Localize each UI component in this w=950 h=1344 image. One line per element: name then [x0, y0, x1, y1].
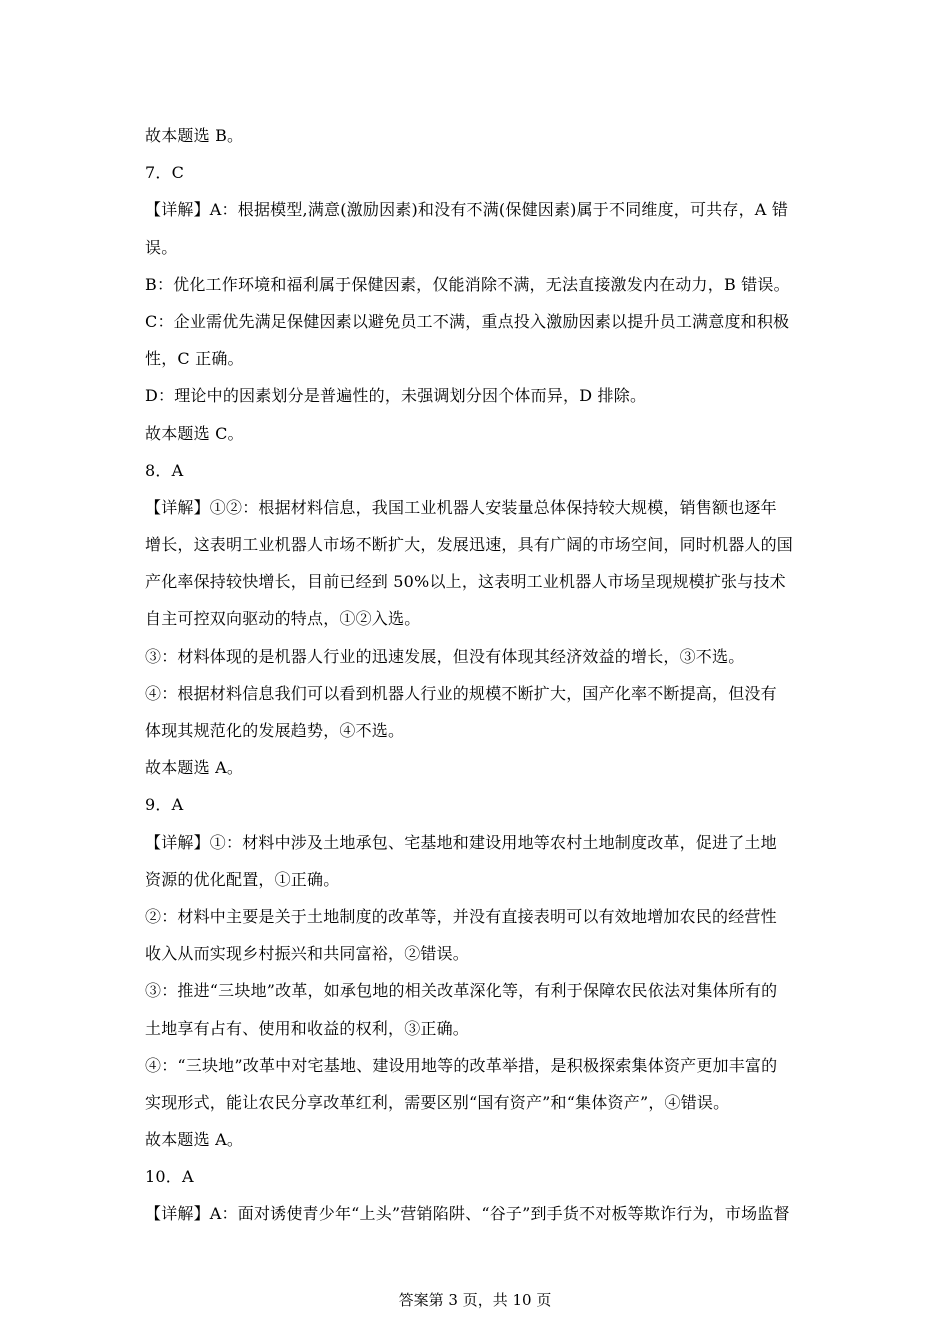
text-line: 产化率保持较快增长，目前已经到 50%以上，这表明工业机器人市场呈现规模扩张与技术	[145, 572, 786, 592]
text-line: 实现形式，能让农民分享改革红利，需要区别“国有资产”和“集体资产”，④错误。	[145, 1092, 730, 1112]
text-line: 误。	[145, 237, 178, 257]
question-number: 7．C	[145, 163, 185, 183]
text-line: 性，C 正确。	[145, 349, 244, 369]
text-line: 增长，这表明工业机器人市场不断扩大，发展迅速，具有广阔的市场空间，同时机器人的国	[145, 535, 794, 555]
text-line: D：理论中的因素划分是普遍性的，未强调划分因个体而异，D 排除。	[145, 386, 647, 406]
text-line: ④：“三块地”改革中对宅基地、建设用地等的改革举措，是积极探索集体资产更加丰富的	[145, 1055, 778, 1075]
text-line: 自主可控双向驱动的特点，①②入选。	[145, 609, 421, 629]
text-line: 资源的优化配置，①正确。	[145, 869, 340, 889]
text-line: 收入从而实现乡村振兴和共同富裕，②错误。	[145, 944, 470, 964]
answer-content	[145, 117, 810, 1233]
text-line: ②：材料中主要是关于土地制度的改革等，并没有直接表明可以有效地增加农民的经营性	[145, 906, 777, 926]
text-line: 故本题选 A。	[145, 1130, 244, 1150]
text-line: ④：根据材料信息我们可以看到机器人行业的规模不断扩大，国产化率不断提高，但没有	[145, 683, 777, 703]
text-line: 故本题选 A。	[145, 758, 244, 778]
page-footer: 答案第 3 页，共 10 页	[398, 1291, 552, 1309]
text-line: 体现其规范化的发展趋势，④不选。	[145, 721, 405, 740]
text-line: 故本题选 B。	[145, 126, 244, 145]
text-line: 【详解】①：材料中涉及土地承包、宅基地和建设用地等农村土地制度改革，促进了土地	[145, 832, 777, 852]
text-line: 土地享有占有、使用和收益的权利，③正确。	[145, 1018, 470, 1038]
text-line: B：优化工作环境和福利属于保健因素，仅能消除不满，无法直接激发内在动力，B 错误。	[145, 274, 790, 294]
text-line: C：企业需优先满足保健因素以避免员工不满，重点投入激励因素以提升员工满意度和积极	[145, 311, 790, 331]
question-number: 10．A	[145, 1167, 194, 1187]
question-number: 8．A	[145, 460, 184, 480]
question-number: 9．A	[145, 795, 184, 815]
text-line: 【详解】①②：根据材料信息，我国工业机器人安装量总体保持较大规模，销售额也逐年	[145, 497, 777, 517]
text-line: ③：推进“三块地”改革，如承包地的相关改革深化等，有利于保障农民依法对集体所有的	[145, 981, 778, 1001]
text-line: 故本题选 C。	[145, 423, 244, 443]
text-line: 【详解】A：面对诱使青少年“上头”营销陷阱、“谷子”到手货不对板等欺诈行为，市场监督	[145, 1204, 790, 1224]
text-line: 【详解】A：根据模型,满意(激励因素)和没有不满(保健因素)属于不同维度，可共存，A 错	[145, 200, 789, 220]
text-line: ③：材料体现的是机器人行业的迅速发展，但没有体现其经济效益的增长，③不选。	[145, 646, 745, 666]
